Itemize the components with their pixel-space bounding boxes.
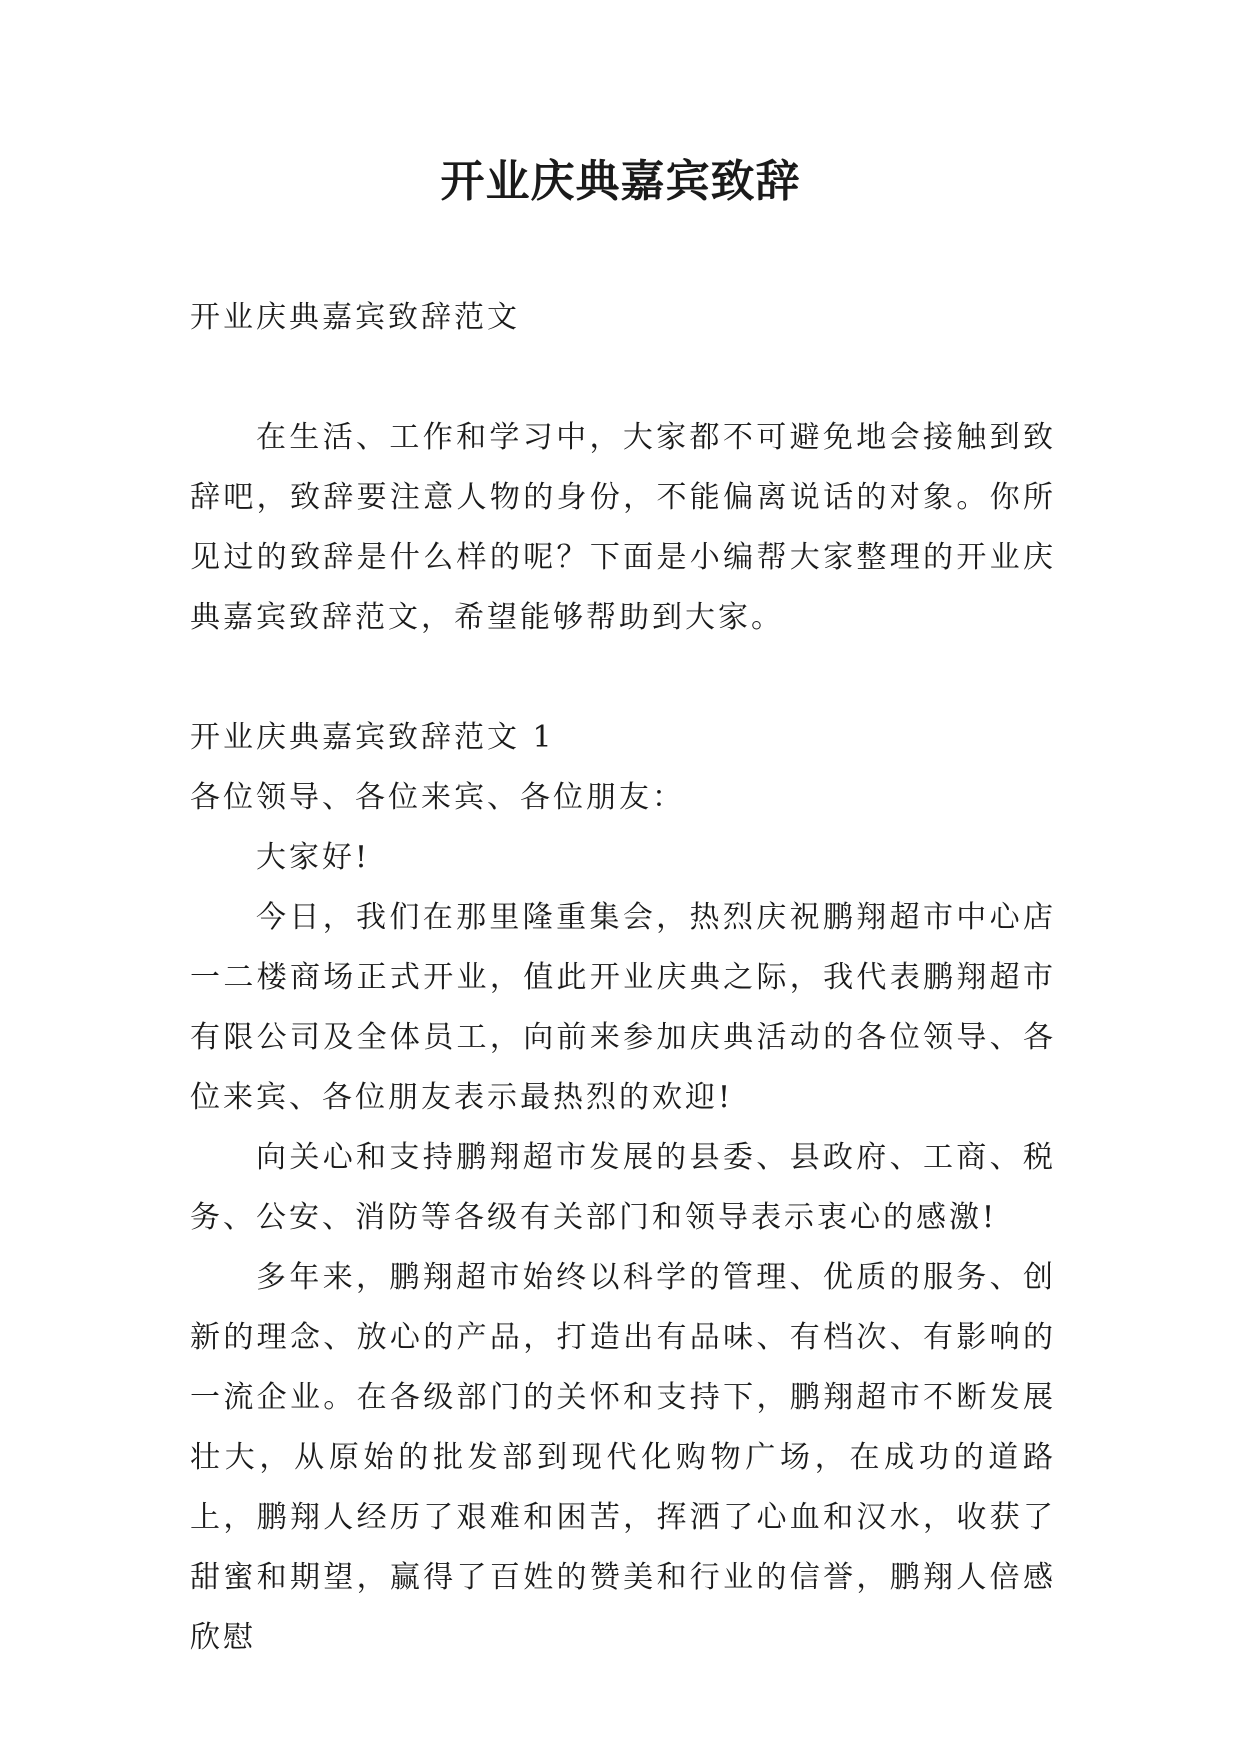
greeting: 大家好! [256, 840, 371, 875]
subtitle: 开业庆典嘉宾致辞范文 [190, 300, 520, 335]
body-paragraph-3: 多年来，鹏翔超市始终以科学的管理、优质的服务、创新的理念、放心的产品，打造出有品味、有档次、有影响的一流企业。在各级部门的关怀和支持下，鹏翔超市不断发展壮大，从原始的批发部到现代化购物广场，在成功的道路上，鹏翔人经历了艰难和困苦，挥洒了心血和汉水，收获了甜蜜和期望，赢得了百姓的赞美和行业的信誉，鹏翔人倍感欣慰 [190, 1260, 1056, 1655]
salutation: 各位领导、各位来宾、各位朋友： [190, 780, 685, 815]
intro-paragraph: 在生活、工作和学习中，大家都不可避免地会接触到致辞吧，致辞要注意人物的身份，不能偏离说话的对象。你所见过的致辞是什么样的呢？下面是小编帮大家整理的开业庆典嘉宾致辞范文，希望能够帮助到大家。 [190, 420, 1056, 635]
body-paragraph-2: 向关心和支持鹏翔超市发展的县委、县政府、工商、税务、公安、消防等各级有关部门和领导表示衷心的感激! [190, 1140, 1056, 1235]
document-body [190, 288, 1056, 1668]
document-title: 开业庆典嘉宾致辞 [440, 156, 801, 207]
section-heading: 开业庆典嘉宾致辞范文 1 [190, 720, 555, 755]
body-paragraph-1: 今日，我们在那里隆重集会，热烈庆祝鹏翔超市中心店一二楼商场正式开业，值此开业庆典之际，我代表鹏翔超市有限公司及全体员工，向前来参加庆典活动的各位领导、各位来宾、各位朋友表示最热烈的欢迎! [190, 900, 1056, 1115]
